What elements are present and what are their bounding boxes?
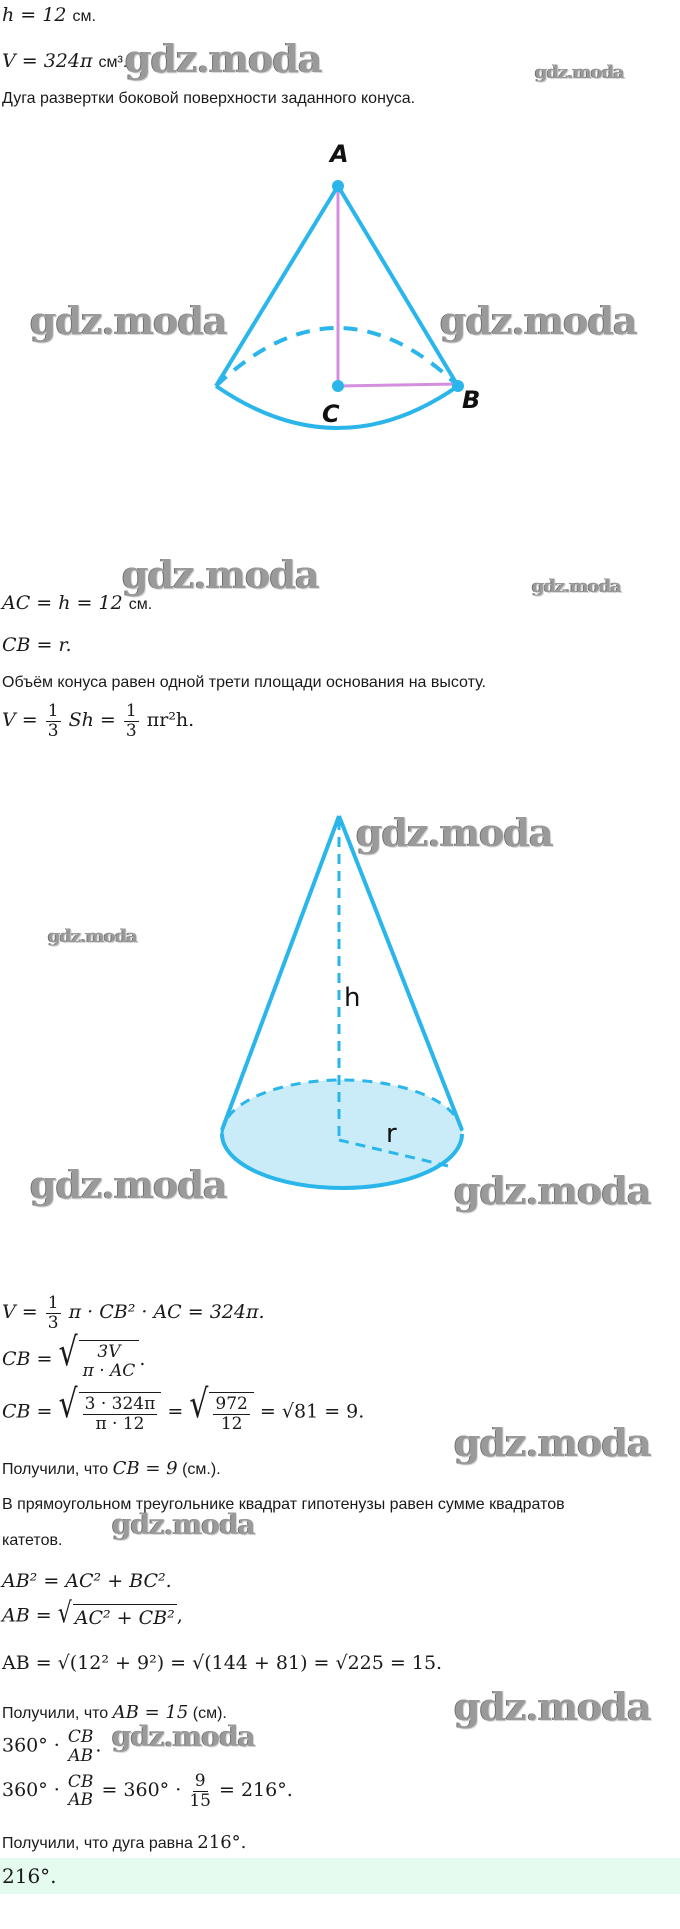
label-a: A <box>330 140 349 168</box>
ab-calculation: AB = √(12² + 9²) = √(144 + 81) = √225 = 15. <box>2 1652 443 1674</box>
watermark: gdz.moda <box>125 36 322 81</box>
cone-figure <box>0 800 680 1220</box>
label-r: r <box>386 1119 397 1149</box>
volume-statement: Объём конуса равен одной трети площади основания на высоту. <box>2 674 486 691</box>
watermark: gdz.moda <box>122 552 319 597</box>
cone-right-edge <box>338 186 458 386</box>
ac-equation: AC = h = 12 см. <box>2 592 153 614</box>
watermark: gdz.moda <box>356 810 553 855</box>
given-height: h = 12 см. <box>2 4 96 26</box>
pythagoras-equation: AB² = AC² + BC². <box>2 1570 172 1592</box>
result-cb: Получили, что CB = 9 (см.). <box>2 1458 221 1479</box>
result-arc: Получили, что дуга равна 216°. <box>2 1832 247 1853</box>
watermark: gdz.moda <box>440 298 637 343</box>
cb-calculation: CB = √ $\frac{3 \cdot 324\pi}{\pi \cdot 12}$ = √ $\frac{972}{12}$ = √81 = 9. <box>2 1381 365 1434</box>
cone-arc-figure <box>0 120 680 460</box>
cb-sqrt-formula: CB = √ 3V π · AC . <box>2 1330 146 1381</box>
cone-left-edge <box>216 186 338 386</box>
segment-cb <box>338 384 458 386</box>
watermark: gdz.moda <box>532 576 621 597</box>
watermark: gdz.moda <box>112 1720 255 1753</box>
task-statement: Дуга развертки боковой поверхности заданного конуса. <box>2 90 416 107</box>
watermark: gdz.moda <box>454 1684 651 1729</box>
watermark: gdz.moda <box>30 1162 227 1207</box>
volume-equation: V = $\frac{1}{3}$ π · CB² · AC = 324π. <box>2 1293 265 1333</box>
label-h: h <box>344 983 361 1013</box>
volume-formula: V = $\frac{1}{3}$ Sh = $\frac{1}{3}$ πr²h. <box>2 701 195 741</box>
watermark: gdz.moda <box>535 62 624 83</box>
answer-value: 216°. <box>2 1864 57 1888</box>
answer-bar <box>0 1858 680 1894</box>
pythagoras-statement-line1: В прямоугольном треугольнике квадрат гипотенузы равен сумме квадратов <box>2 1496 565 1513</box>
given-volume: V = 324π см³. <box>2 50 128 72</box>
watermark: gdz.moda <box>48 926 137 947</box>
cb-equation: CB = r. <box>2 634 72 656</box>
watermark: gdz.moda <box>454 1420 651 1465</box>
watermark: gdz.moda <box>454 1168 651 1213</box>
pythagoras-statement-line2: катетов. <box>2 1532 63 1549</box>
arc-calculation: 360° · CB AB = 360° · $\frac{9}{15}$ = 216°. <box>2 1771 293 1811</box>
point-c <box>332 380 344 392</box>
label-c: C <box>322 400 340 428</box>
watermark: gdz.moda <box>112 1508 255 1541</box>
watermark: gdz.moda <box>30 298 227 343</box>
label-b: B <box>462 386 481 414</box>
point-a <box>332 180 344 192</box>
arc-formula: 360° · CB AB . <box>2 1727 102 1766</box>
ab-sqrt-formula: AB = √ AC² + CB² , <box>2 1597 183 1631</box>
result-ab: Получили, что AB = 15 (см). <box>2 1702 227 1723</box>
